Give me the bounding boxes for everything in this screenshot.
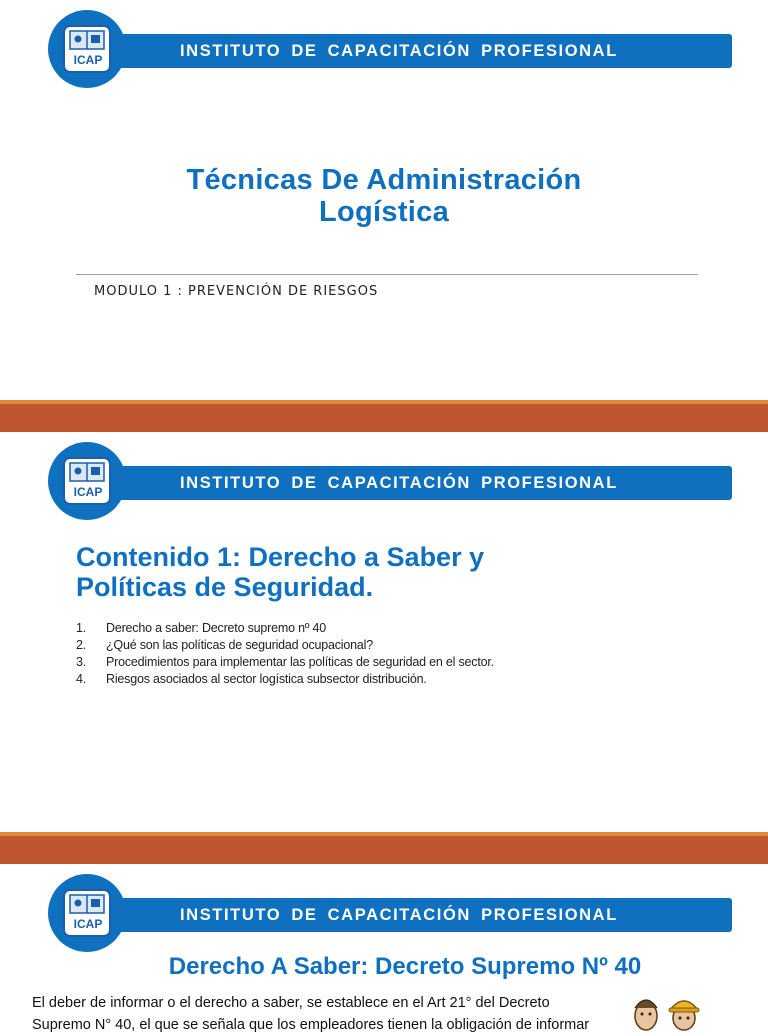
module-subtitle: MODULO 1 : PREVENCIÓN DE RIESGOS [94, 284, 379, 299]
decree-body-text: El deber de informar o el derecho a saber, se establece en el Art 21° del Decreto Supremo N° 40, el que se señala que los empleadores tienen la obligación de informar [32, 995, 590, 1033]
slide-title [0, 0, 768, 400]
list-item-number: 2. [76, 638, 87, 652]
icap-logo [48, 442, 126, 520]
book-seal-icon [60, 886, 114, 940]
institute-banner [60, 466, 732, 500]
list-item [76, 620, 494, 637]
logo-text: ICAP [73, 917, 103, 931]
list-item [76, 637, 494, 654]
book-seal-icon [60, 454, 114, 508]
list-item-number: 4. [76, 672, 87, 686]
institute-name: INSTITUTO DE CAPACITACIÓN PROFESIONAL [180, 474, 618, 492]
contents-heading-line-1: Contenido 1: Derecho a Saber y [76, 542, 485, 572]
divider-stripe [0, 400, 768, 404]
book-seal-icon [60, 22, 114, 76]
icap-logo [48, 10, 126, 88]
list-item-number: 3. [76, 655, 87, 669]
institute-name: INSTITUTO DE CAPACITACIÓN PROFESIONAL [180, 42, 618, 60]
logo-text: ICAP [73, 485, 103, 499]
contents-heading [76, 542, 484, 602]
contents-list [76, 620, 494, 688]
logo-text: ICAP [73, 53, 103, 67]
list-item-number: 1. [76, 621, 87, 635]
divider-stripe [0, 832, 768, 836]
workers-cartoon-icon [626, 990, 706, 1030]
institute-name: INSTITUTO DE CAPACITACIÓN PROFESIONAL [180, 906, 618, 924]
title-divider [76, 274, 698, 275]
slide-contents [0, 432, 768, 832]
contents-heading-line-2: Políticas de Seguridad. [76, 572, 374, 602]
slide-divider [0, 400, 768, 432]
list-item [76, 654, 494, 671]
page-title [0, 164, 768, 228]
list-item-text: Derecho a saber: Decreto supremo nº 40 [106, 621, 327, 635]
icap-logo [48, 874, 126, 952]
title-line-1: Técnicas De Administración [186, 164, 582, 196]
institute-banner [60, 34, 732, 68]
list-item-text: ¿Qué son las políticas de seguridad ocupacional? [106, 638, 373, 652]
title-line-2: Logística [319, 196, 449, 228]
slide-decree [0, 864, 768, 1033]
institute-banner [60, 898, 732, 932]
slide-divider [0, 832, 768, 864]
list-item [76, 671, 494, 688]
list-item-text: Riesgos asociados al sector logística subsector distribución. [106, 672, 427, 686]
decree-heading: Derecho A Saber: Decreto Supremo Nº 40 [168, 953, 642, 980]
list-item-text: Procedimientos para implementar las políticas de seguridad en el sector. [106, 655, 494, 669]
